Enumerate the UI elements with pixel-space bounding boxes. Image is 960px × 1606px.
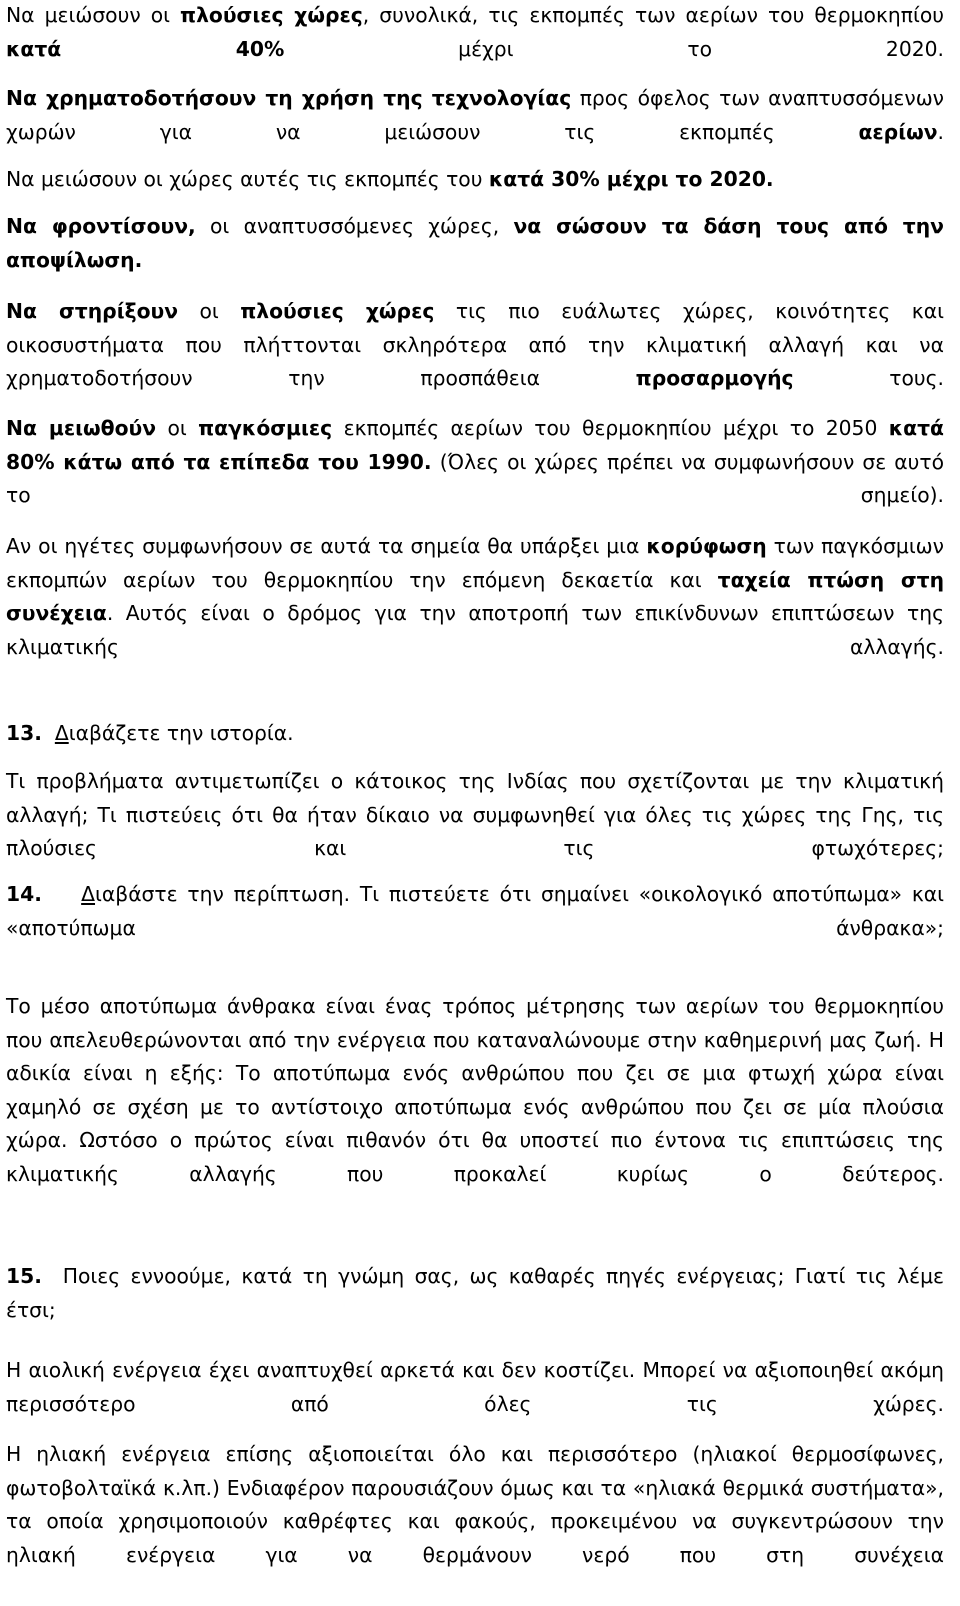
question-14: 14. Διαβάστε την περίπτωση. Τι πιστεύετε ότι σημαίνει «οικολογικό αποτύπωμα» και «αποτύπωμα άνθρακα»;: [6, 882, 945, 940]
answer-14: Το μέσο αποτύπωμα άνθρακα είναι ένας τρόπος μέτρησης των αερίων του θερμοκηπίου που απελευθερώνονται από την ενέργεια που καταναλώνουμε στην καθημερινή μας ζωή. Η αδικία είναι η εξής: Το αποτύπωμα ενός ανθρώπου που ζει σε μια φτωχή χώρα είναι χαμηλό σε σχέση με το αντίστοιχο αποτύπωμα ενός ανθρώπου που ζει σε μία πλούσια χώρα. Ωστόσο ο πρώτος είναι πιθανόν ότι θα υποστεί πιο έντονα τις επιπτώσεις της κλιματικής αλλαγής που προκαλεί κυρίως ο δεύτερος.: [6, 994, 944, 1186]
bullet-support-vulnerable: Να στηρίξουν οι πλούσιες χώρες τις πιο ευάλωτες χώρες, κοινότητες και οικοσυστήματα που πλήττονται σκληρότερα από την κλιματική αλλαγή και να χρηματοδοτήσουν την προσπάθεια προσαρμογής τους.: [6, 299, 944, 390]
question-number: 14.: [6, 882, 42, 906]
answer-15-solar: Η ηλιακή ενέργεια επίσης αξιοποιείται όλο και περισσότερο (ηλιακοί θερμοσίφωνες, φωτοβολταϊκά κ.λπ.) Ενδιαφέρον παρουσιάζουν όμως και τα «ηλιακά θερμικά συστήματα», τα οποία χρησιμοποιούν καθρέφτες και φακούς, προκειμένου να συγκεντρώσουν την ηλιακή ενέργεια για να θερμάνουν νερό που στη συνέχεια: [6, 1442, 944, 1567]
bullet-global-reduction-2050: Να μειωθούν οι παγκόσμιες εκπομπές αερίων του θερμοκηπίου μέχρι το 2050 κατά 80% κάτω από τα επίπεδα του 1990. (Όλες οι χώρες πρέπει να συμφωνήσουν σε αυτό το σημείο).: [6, 416, 944, 507]
question-15: 15. Ποιες εννοούμε, κατά τη γνώμη σας, ως καθαρές πηγές ενέργειας; Γιατί τις λέμε έτσι;: [6, 1264, 944, 1322]
question-13: 13. Διαβάζετε την ιστορία.: [6, 721, 294, 745]
question-number: 13.: [6, 721, 42, 745]
answer-13: Τι προβλήματα αντιμετωπίζει ο κάτοικος της Ινδίας που σχετίζονται με την κλιματική αλλαγή; Τι πιστεύεις ότι θα ήταν δίκαιο να συμφωνηθεί για όλες τις χώρες της Γης, τις πλούσιες και τις φτωχότερες;: [6, 769, 944, 860]
bullet-reduce-30: Να μειώσουν οι χώρες αυτές τις εκπομπές του κατά 30% μέχρι το 2020.: [6, 167, 774, 191]
bullet-fund-technology: Να χρηματοδοτήσουν τη χρήση της τεχνολογίας προς όφελος των αναπτυσσόμενων χωρών για να μειώσουν τις εκπομπές αερίων.: [6, 86, 945, 144]
conclusion-paragraph: Αν οι ηγέτες συμφωνήσουν σε αυτά τα σημεία θα υπάρξει μια κορύφωση των παγκόσμιων εκπομπών αερίων του θερμοκηπίου την επόμενη δεκαετία και ταχεία πτώση στη συνέχεια. Αυτός είναι ο δρόμος για την αποτροπή των επικίνδυνων επιπτώσεων της κλιματικής αλλαγής.: [6, 534, 945, 659]
question-number: 15.: [6, 1264, 42, 1288]
bullet-rich-countries-40: Να μειώσουν οι πλούσιες χώρες, συνολικά, τις εκπομπές των αερίων του θερμοκηπίου κατά 40% μέχρι το 2020.: [6, 3, 944, 61]
answer-15-wind: Η αιολική ενέργεια έχει αναπτυχθεί αρκετά και δεν κοστίζει. Μπορεί να αξιοποιηθεί ακόμη περισσότερο από όλες τις χώρες.: [6, 1358, 944, 1416]
bullet-save-forests: Να φροντίσουν, οι αναπτυσσόμενες χώρες, να σώσουν τα δάση τους από την αποψίλωση.: [6, 214, 944, 272]
